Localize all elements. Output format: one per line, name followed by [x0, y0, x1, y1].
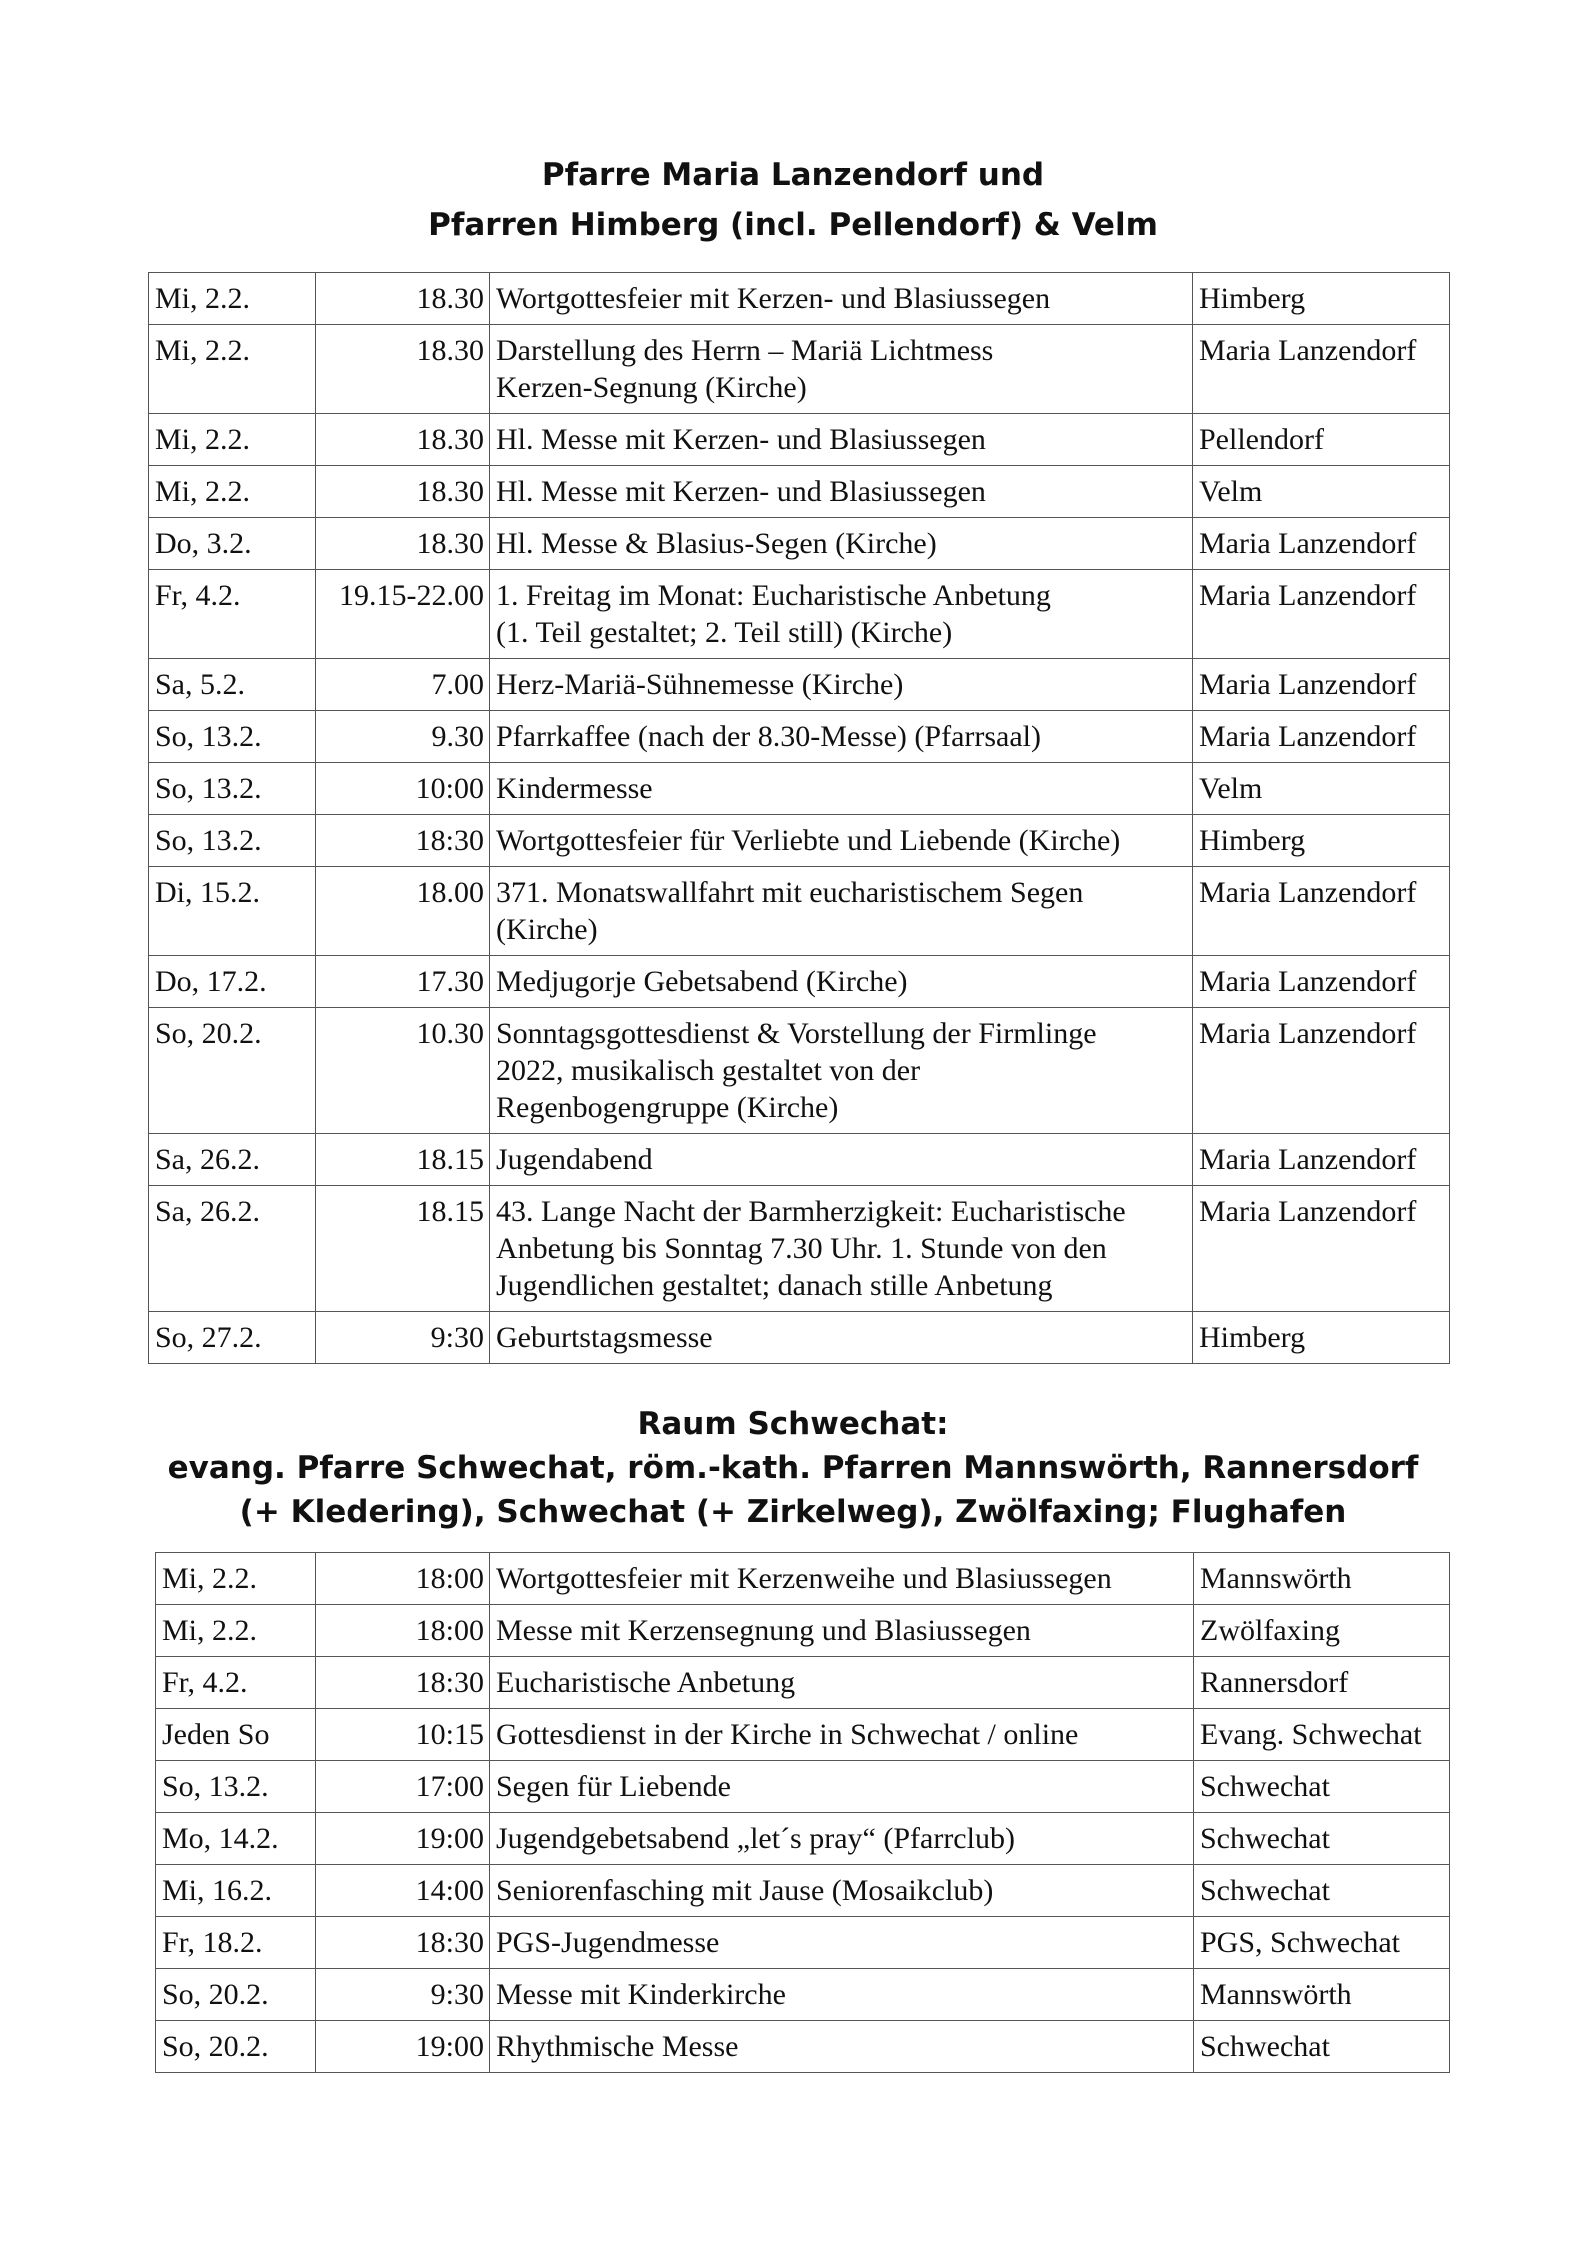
- date-cell: Jeden So: [156, 1709, 316, 1761]
- table-row: [156, 1917, 1450, 1969]
- event-cell: Jugendgebetsabend „let´s pray“ (Pfarrclub): [490, 1813, 1194, 1865]
- table-row: [156, 1813, 1450, 1865]
- event-cell: Herz-Mariä-Sühnemesse (Kirche): [490, 659, 1193, 711]
- table-row: [156, 1605, 1450, 1657]
- time-cell: 9:30: [316, 1969, 490, 2021]
- table-row: [149, 466, 1450, 518]
- table-row: [149, 867, 1450, 956]
- time-cell: 10:00: [316, 763, 490, 815]
- event-cell: 1. Freitag im Monat: Eucharistische Anbetung (1. Teil gestaltet; 2. Teil still) (Kirche): [490, 570, 1193, 659]
- time-cell: 18.15: [316, 1186, 490, 1312]
- time-cell: 18:30: [316, 815, 490, 867]
- date-cell: Do, 17.2.: [149, 956, 316, 1008]
- time-cell: 9:30: [316, 1312, 490, 1364]
- place-cell: Maria Lanzendorf: [1193, 518, 1450, 570]
- date-cell: So, 13.2.: [149, 815, 316, 867]
- table-row: [149, 956, 1450, 1008]
- time-cell: 17:00: [316, 1761, 490, 1813]
- place-cell: Maria Lanzendorf: [1193, 1186, 1450, 1312]
- place-cell: Mannswörth: [1194, 1553, 1450, 1605]
- event-cell: Seniorenfasching mit Jause (Mosaikclub): [490, 1865, 1194, 1917]
- time-cell: 18:00: [316, 1553, 490, 1605]
- time-cell: 17.30: [316, 956, 490, 1008]
- date-cell: So, 20.2.: [156, 2021, 316, 2073]
- place-cell: Zwölfaxing: [1194, 1605, 1450, 1657]
- place-cell: Mannswörth: [1194, 1969, 1450, 2021]
- place-cell: Velm: [1193, 466, 1450, 518]
- time-cell: 18.30: [316, 518, 490, 570]
- event-cell: Hl. Messe & Blasius-Segen (Kirche): [490, 518, 1193, 570]
- event-cell: Kindermesse: [490, 763, 1193, 815]
- date-cell: Sa, 26.2.: [149, 1186, 316, 1312]
- place-cell: Maria Lanzendorf: [1193, 570, 1450, 659]
- time-cell: 18.00: [316, 867, 490, 956]
- table-row: [149, 659, 1450, 711]
- time-cell: 18.30: [316, 414, 490, 466]
- time-cell: 19:00: [316, 2021, 490, 2073]
- date-cell: Do, 3.2.: [149, 518, 316, 570]
- schedule-table-schwechat: [155, 1552, 1450, 2073]
- event-cell: Hl. Messe mit Kerzen- und Blasiussegen: [490, 414, 1193, 466]
- date-cell: Mi, 16.2.: [156, 1865, 316, 1917]
- place-cell: Evang. Schwechat: [1194, 1709, 1450, 1761]
- date-cell: Mi, 2.2.: [156, 1605, 316, 1657]
- table-row: [149, 1008, 1450, 1134]
- date-cell: Fr, 4.2.: [149, 570, 316, 659]
- time-cell: 18.15: [316, 1134, 490, 1186]
- time-cell: 18:00: [316, 1605, 490, 1657]
- date-cell: So, 13.2.: [149, 711, 316, 763]
- heading-line: Pfarren Himberg (incl. Pellendorf) & Velm: [428, 207, 1158, 243]
- place-cell: Himberg: [1193, 815, 1450, 867]
- date-cell: So, 13.2.: [149, 763, 316, 815]
- time-cell: 18.30: [316, 273, 490, 325]
- table-row: [149, 325, 1450, 414]
- table-row: [156, 1969, 1450, 2021]
- place-cell: Pellendorf: [1193, 414, 1450, 466]
- section-heading-lanzendorf: [0, 150, 1586, 250]
- time-cell: 18.30: [316, 466, 490, 518]
- place-cell: Maria Lanzendorf: [1193, 659, 1450, 711]
- place-cell: PGS, Schwechat: [1194, 1917, 1450, 1969]
- table-row: [149, 570, 1450, 659]
- table-row: [156, 1761, 1450, 1813]
- table-row: [149, 414, 1450, 466]
- date-cell: So, 20.2.: [149, 1008, 316, 1134]
- table-row: [149, 273, 1450, 325]
- event-cell: Rhythmische Messe: [490, 2021, 1194, 2073]
- table-row: [149, 1312, 1450, 1364]
- event-cell: Jugendabend: [490, 1134, 1193, 1186]
- date-cell: Sa, 26.2.: [149, 1134, 316, 1186]
- date-cell: Sa, 5.2.: [149, 659, 316, 711]
- time-cell: 19:00: [316, 1813, 490, 1865]
- table-row: [149, 1134, 1450, 1186]
- table-row: [156, 2021, 1450, 2073]
- time-cell: 18.30: [316, 325, 490, 414]
- event-cell: Pfarrkaffee (nach der 8.30-Messe) (Pfarrsaal): [490, 711, 1193, 763]
- event-cell: Geburtstagsmesse: [490, 1312, 1193, 1364]
- table-row: [149, 711, 1450, 763]
- event-cell: Messe mit Kerzensegnung und Blasiussegen: [490, 1605, 1194, 1657]
- event-cell: 371. Monatswallfahrt mit eucharistischem Segen (Kirche): [490, 867, 1193, 956]
- event-cell: Medjugorje Gebetsabend (Kirche): [490, 956, 1193, 1008]
- table-row: [149, 815, 1450, 867]
- time-cell: 7.00: [316, 659, 490, 711]
- date-cell: Fr, 4.2.: [156, 1657, 316, 1709]
- time-cell: 18:30: [316, 1657, 490, 1709]
- heading-line: Raum Schwechat:: [637, 1406, 949, 1442]
- table-row: [156, 1709, 1450, 1761]
- event-cell: Gottesdienst in der Kirche in Schwechat / online: [490, 1709, 1194, 1761]
- date-cell: Mo, 14.2.: [156, 1813, 316, 1865]
- heading-line: evang. Pfarre Schwechat, röm.-kath. Pfarren Mannswörth, Rannersdorf: [167, 1450, 1419, 1486]
- event-cell: PGS-Jugendmesse: [490, 1917, 1194, 1969]
- heading-line: Pfarre Maria Lanzendorf und: [541, 157, 1045, 193]
- table-row: [149, 1186, 1450, 1312]
- event-cell: Eucharistische Anbetung: [490, 1657, 1194, 1709]
- place-cell: Maria Lanzendorf: [1193, 711, 1450, 763]
- date-cell: Mi, 2.2.: [149, 325, 316, 414]
- date-cell: Mi, 2.2.: [156, 1553, 316, 1605]
- event-cell: Segen für Liebende: [490, 1761, 1194, 1813]
- table-row: [156, 1657, 1450, 1709]
- date-cell: Di, 15.2.: [149, 867, 316, 956]
- event-cell: Darstellung des Herrn – Mariä Lichtmess Kerzen-Segnung (Kirche): [490, 325, 1193, 414]
- date-cell: Mi, 2.2.: [149, 414, 316, 466]
- table-row: [156, 1865, 1450, 1917]
- place-cell: Schwechat: [1194, 1865, 1450, 1917]
- event-cell: Hl. Messe mit Kerzen- und Blasiussegen: [490, 466, 1193, 518]
- place-cell: Maria Lanzendorf: [1193, 1134, 1450, 1186]
- date-cell: So, 20.2.: [156, 1969, 316, 2021]
- event-cell: Messe mit Kinderkirche: [490, 1969, 1194, 2021]
- place-cell: Maria Lanzendorf: [1193, 1008, 1450, 1134]
- event-cell: Wortgottesfeier mit Kerzen- und Blasiussegen: [490, 273, 1193, 325]
- date-cell: So, 27.2.: [149, 1312, 316, 1364]
- time-cell: 9.30: [316, 711, 490, 763]
- place-cell: Schwechat: [1194, 1813, 1450, 1865]
- place-cell: Rannersdorf: [1194, 1657, 1450, 1709]
- date-cell: Fr, 18.2.: [156, 1917, 316, 1969]
- time-cell: 10.30: [316, 1008, 490, 1134]
- date-cell: Mi, 2.2.: [149, 273, 316, 325]
- place-cell: Schwechat: [1194, 1761, 1450, 1813]
- place-cell: Maria Lanzendorf: [1193, 867, 1450, 956]
- event-cell: 43. Lange Nacht der Barmherzigkeit: Eucharistische Anbetung bis Sonntag 7.30 Uhr. 1. Stunde von den Jugendlichen gestaltet; danach stille Anbetung: [490, 1186, 1193, 1312]
- table-row: [156, 1553, 1450, 1605]
- place-cell: Velm: [1193, 763, 1450, 815]
- schedule-table-lanzendorf: [148, 272, 1450, 1364]
- table-row: [149, 518, 1450, 570]
- date-cell: Mi, 2.2.: [149, 466, 316, 518]
- place-cell: Maria Lanzendorf: [1193, 956, 1450, 1008]
- heading-line: (+ Kledering), Schwechat (+ Zirkelweg), Zwölfaxing; Flughafen: [239, 1494, 1347, 1530]
- event-cell: Sonntagsgottesdienst & Vorstellung der Firmlinge 2022, musikalisch gestaltet von der Regenbogengruppe (Kirche): [490, 1008, 1193, 1134]
- place-cell: Himberg: [1193, 1312, 1450, 1364]
- time-cell: 10:15: [316, 1709, 490, 1761]
- table-row: [149, 763, 1450, 815]
- time-cell: 19.15-22.00: [316, 570, 490, 659]
- place-cell: Schwechat: [1194, 2021, 1450, 2073]
- time-cell: 14:00: [316, 1865, 490, 1917]
- section-heading-schwechat: [0, 1402, 1586, 1534]
- time-cell: 18:30: [316, 1917, 490, 1969]
- place-cell: Maria Lanzendorf: [1193, 325, 1450, 414]
- event-cell: Wortgottesfeier für Verliebte und Liebende (Kirche): [490, 815, 1193, 867]
- event-cell: Wortgottesfeier mit Kerzenweihe und Blasiussegen: [490, 1553, 1194, 1605]
- place-cell: Himberg: [1193, 273, 1450, 325]
- date-cell: So, 13.2.: [156, 1761, 316, 1813]
